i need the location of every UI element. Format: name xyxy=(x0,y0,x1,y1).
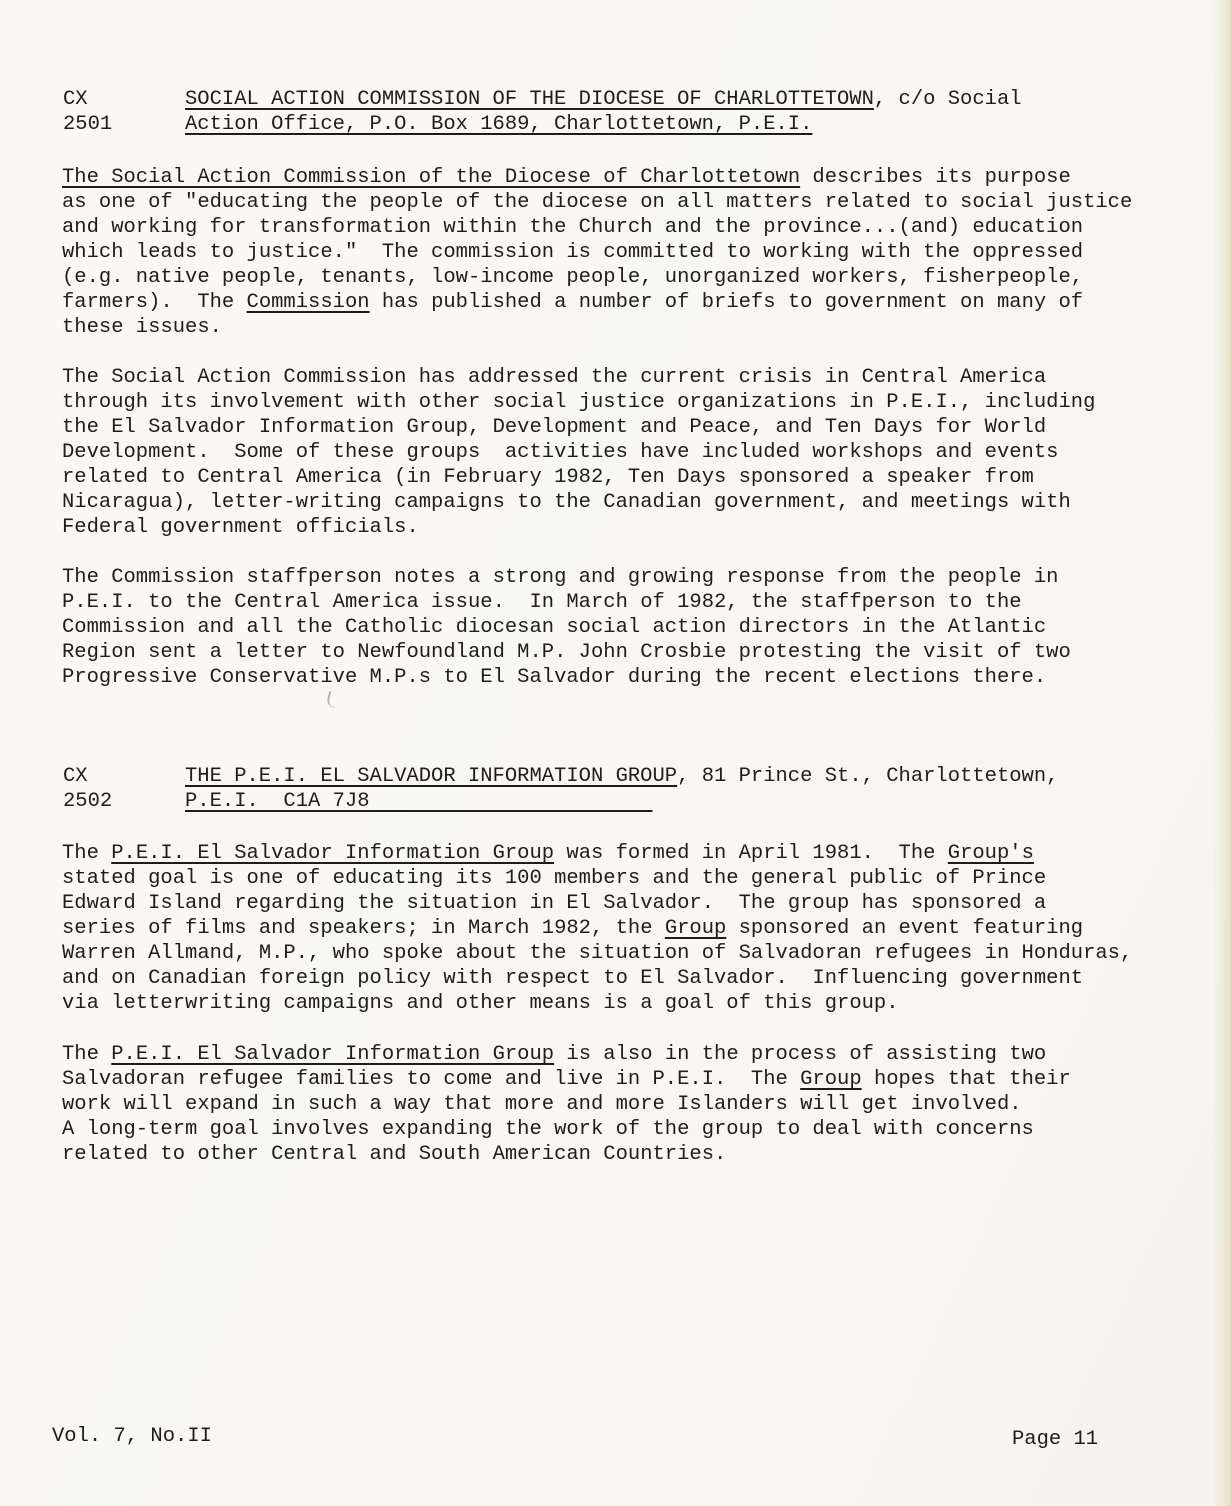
text-segment: The Social Action Commission has addressed the current crisis in Central America xyxy=(62,366,1047,389)
paragraph xyxy=(62,841,1132,1016)
underlined-text-segment: The Social Action Commission of the Diocese of Charlottetown xyxy=(62,166,801,189)
entry-code xyxy=(63,764,185,814)
text-line xyxy=(62,966,1132,991)
underlined-text-segment: Group xyxy=(800,1068,862,1091)
text-line xyxy=(62,1092,1071,1117)
text-segment: P.E.I. to the Central America issue. In March of 1982, the staffperson to the xyxy=(62,591,1022,614)
entry-header-cx2502 xyxy=(63,764,1058,814)
text-segment: Warren Allmand, M.P., who spoke about the situation of Salvadoran refugees in Honduras, xyxy=(62,942,1133,965)
text-segment: Nicaragua), letter-writing campaigns to the Canadian government, and meetings with xyxy=(62,491,1071,514)
text-segment: The xyxy=(62,842,112,865)
text-line xyxy=(62,1142,1071,1167)
text-segment: Commission and all the Catholic diocesan social action directors in the Atlantic xyxy=(62,616,1047,639)
text-segment: The xyxy=(62,1043,112,1066)
text-line xyxy=(62,465,1095,490)
text-segment: has published a number of briefs to government on many of xyxy=(369,291,1084,314)
entry-code-prefix: CX xyxy=(63,765,88,788)
text-line xyxy=(62,315,1132,340)
text-line xyxy=(62,365,1095,390)
text-segment: stated goal is one of educating its 100 members and the general public of Prince xyxy=(62,867,1047,890)
text-segment: Salvadoran refugee families to come and live in P.E.I. The xyxy=(62,1068,801,1091)
text-segment: work will expand in such a way that more and more Islanders will get involved. xyxy=(62,1093,1022,1116)
entry-header-cx2501 xyxy=(63,87,1022,137)
text-line xyxy=(62,240,1132,265)
paragraph xyxy=(62,1042,1071,1167)
text-line xyxy=(62,290,1132,315)
text-segment: which leads to justice." The commission is committed to working with the oppressed xyxy=(62,241,1084,264)
text-line xyxy=(62,866,1132,891)
text-line xyxy=(62,565,1071,590)
text-segment: as one of "educating the people of the diocese on all matters related to social justice xyxy=(62,191,1133,214)
text-segment: series of films and speakers; in March 1982, the xyxy=(62,917,665,940)
text-line xyxy=(62,515,1095,540)
text-segment: was formed in April 1981. The xyxy=(554,842,948,865)
text-line xyxy=(62,991,1132,1016)
text-line xyxy=(185,789,1058,814)
text-segment: , 81 Prince St., Charlottetown, xyxy=(677,765,1059,788)
text-segment: Progressive Conservative M.P.s to El Salvador during the recent elections there. xyxy=(62,666,1047,689)
text-line xyxy=(185,112,1022,137)
text-segment: through its involvement with other social justice organizations in P.E.I., including xyxy=(62,391,1096,414)
text-line xyxy=(62,916,1132,941)
underlined-text-segment: Group's xyxy=(947,842,1034,865)
text-segment: Development. Some of these groups activities have included workshops and events xyxy=(62,441,1059,464)
text-segment: is also in the process of assisting two xyxy=(554,1043,1047,1066)
text-segment: A long-term goal involves expanding the work of the group to deal with concerns xyxy=(62,1118,1034,1141)
underlined-text-segment: SOCIAL ACTION COMMISSION OF THE DIOCESE OF CHARLOTTETOWN xyxy=(185,88,874,111)
text-line xyxy=(62,215,1132,240)
text-line xyxy=(62,941,1132,966)
text-line xyxy=(62,390,1095,415)
text-segment: sponsored an event featuring xyxy=(726,917,1084,940)
text-segment: and working for transformation within the Church and the province...(and) education xyxy=(62,216,1084,239)
text-segment: The Commission staffperson notes a strong and growing response from the people in xyxy=(62,566,1059,589)
text-line xyxy=(62,440,1095,465)
text-line xyxy=(62,265,1132,290)
text-segment: farmers). The xyxy=(62,291,247,314)
text-segment: and on Canadian foreign policy with respect to El Salvador. Influencing government xyxy=(62,967,1084,990)
text-segment: describes its purpose xyxy=(800,166,1071,189)
text-line xyxy=(62,891,1132,916)
underlined-text-segment: P.E.I. El Salvador Information Group xyxy=(111,1043,555,1066)
underlined-text-segment: P.E.I. El Salvador Information Group xyxy=(111,842,555,865)
text-line xyxy=(62,841,1132,866)
text-segment: related to other Central and South American Countries. xyxy=(62,1143,727,1166)
text-segment: these issues. xyxy=(62,316,222,339)
text-line xyxy=(62,590,1071,615)
text-line xyxy=(185,87,1022,112)
text-segment: the El Salvador Information Group, Development and Peace, and Ten Days for World xyxy=(62,416,1047,439)
underlined-text-segment: Commission xyxy=(246,291,370,314)
entry-code-number: 2502 xyxy=(63,790,113,813)
text-line xyxy=(62,165,1132,190)
entry-code-prefix: CX xyxy=(63,88,88,111)
paragraph xyxy=(62,165,1132,340)
text-line xyxy=(62,1042,1071,1067)
text-line xyxy=(62,190,1132,215)
text-line xyxy=(185,764,1058,789)
page-edge-shadow xyxy=(1213,0,1231,1506)
text-line xyxy=(62,415,1095,440)
text-segment: Edward Island regarding the situation in El Salvador. The group has sponsored a xyxy=(62,892,1047,915)
text-line xyxy=(62,665,1071,690)
footer-page-number: Page 11 xyxy=(1012,1428,1099,1451)
text-line xyxy=(62,640,1071,665)
text-line xyxy=(62,1117,1071,1142)
text-line xyxy=(62,1067,1071,1092)
text-segment: (e.g. native people, tenants, low-income people, unorganized workers, fisherpeople, xyxy=(62,266,1084,289)
underlined-text-segment: P.E.I. C1A 7J8 xyxy=(185,790,653,813)
text-segment: related to Central America (in February 1982, Ten Days sponsored a speaker from xyxy=(62,466,1034,489)
footer-volume: Vol. 7, No.II xyxy=(52,1425,212,1448)
text-segment: via letterwriting campaigns and other means is a goal of this group. xyxy=(62,992,899,1015)
paragraph xyxy=(62,365,1095,540)
entry-title xyxy=(185,87,1022,137)
entry-code-number: 2501 xyxy=(63,113,113,136)
pencil-mark-artifact xyxy=(325,691,339,708)
paragraph xyxy=(62,565,1071,690)
underlined-text-segment: Action Office, P.O. Box 1689, Charlottetown, P.E.I. xyxy=(185,113,813,136)
underlined-text-segment: Group xyxy=(664,917,727,940)
text-segment: Region sent a letter to Newfoundland M.P. John Crosbie protesting the visit of two xyxy=(62,641,1071,664)
text-segment: , c/o Social xyxy=(873,88,1022,111)
entry-code xyxy=(63,87,185,137)
text-line xyxy=(62,615,1071,640)
text-segment: hopes that their xyxy=(861,1068,1071,1091)
underlined-text-segment: THE P.E.I. EL SALVADOR INFORMATION GROUP xyxy=(185,765,678,788)
text-segment: Federal government officials. xyxy=(62,516,419,539)
text-line xyxy=(62,490,1095,515)
entry-title xyxy=(185,764,1058,814)
